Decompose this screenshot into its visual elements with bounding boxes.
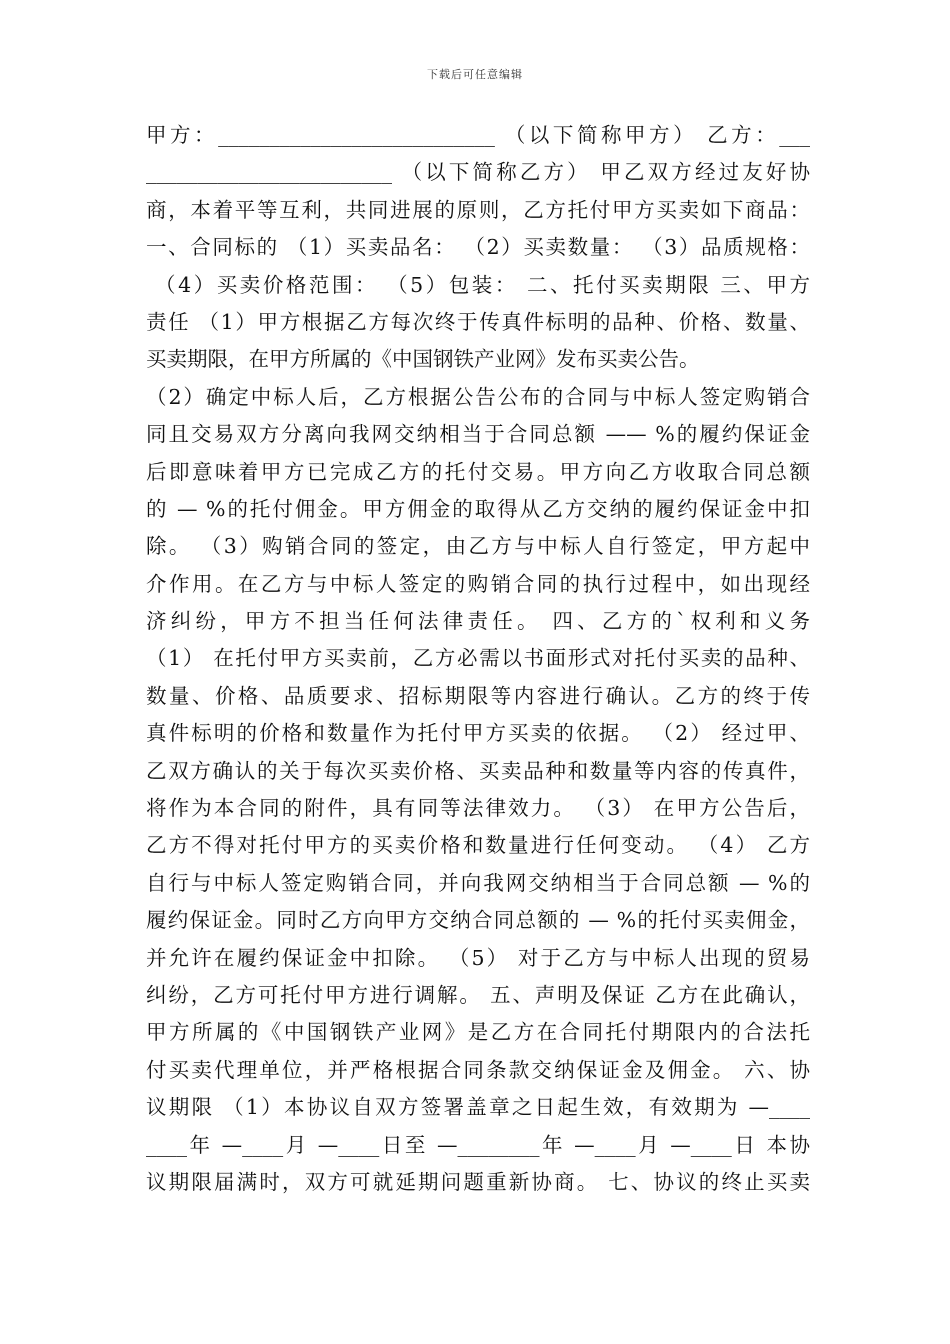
text-line: 责任 （1）甲方根据乙方每次终于传真件标明的品种、价格、数量、 [146, 309, 810, 334]
text-line: 并允许在履约保证金中扣除。 （5） 对于乙方与中标人出现的贸易 [146, 945, 810, 970]
text-line: 真件标明的价格和数量作为托付甲方买卖的依据。 （2） 经过甲、 [146, 721, 810, 746]
text-line: 乙双方确认的关于每次买卖价格、买卖品种和数量等内容的传真件， [146, 758, 810, 783]
text-line: 后即意味着甲方已完成乙方的托付交易。甲方向乙方收取合同总额 [146, 459, 810, 484]
text-line: （4）买卖价格范围： （5）包装： 二、托付买卖期限 三、甲方 [146, 272, 810, 297]
text-line: 议期限届满时，双方可就延期问题重新协商。 七、协议的终止买卖 [146, 1169, 810, 1194]
text-line: 将作为本合同的附件，具有同等法律效力。 （3） 在甲方公告后， [146, 796, 810, 821]
text-line: 介作用。在乙方与中标人签定的购销合同的执行过程中，如出现经 [146, 571, 810, 596]
contract-body-text [146, 117, 810, 1201]
text-line: 纠纷，乙方可托付甲方进行调解。 五、声明及保证 乙方在此确认， [146, 982, 810, 1007]
text-line: 商，本着平等互利，共同进展的原则，乙方托付甲方买卖如下商品： [146, 197, 810, 222]
text-line: 除。 （3）购销合同的签定，由乙方与中标人自行签定，甲方起中 [146, 534, 810, 559]
text-line: （2）确定中标人后，乙方根据公告公布的合同与中标人签定购销合 [146, 384, 810, 409]
text-line: 乙方不得对托付甲方的买卖价格和数量进行任何变动。 （4） 乙方 [146, 833, 810, 858]
text-line: 的 — %的托付佣金。甲方佣金的取得从乙方交纳的履约保证金中扣 [146, 496, 810, 521]
text-line: 数量、价格、品质要求、招标期限等内容进行确认。乙方的终于传 [146, 683, 810, 708]
text-line: 买卖期限，在甲方所属的《中国钢铁产业网》发布买卖公告。 [146, 347, 700, 372]
text-line: 议期限 （1）本协议自双方签署盖章之日起生效，有效期为 —____ [146, 1095, 810, 1120]
text-line: ________________________ （以下简称乙方） 甲乙双方经过友好协 [146, 160, 810, 185]
text-line: ____年 —____月 —____日至 —________年 —____月 —____日 本协 [146, 1132, 810, 1157]
text-line: 履约保证金。同时乙方向甲方交纳合同总额的 — %的托付买卖佣金， [146, 908, 810, 933]
text-line: 济纠纷，甲方不担当任何法律责任。 四、乙方的`权利和义务 [146, 609, 810, 634]
text-line: （1） 在托付甲方买卖前，乙方必需以书面形式对托付买卖的品种、 [146, 646, 810, 671]
text-line: 自行与中标人签定购销合同，并向我网交纳相当于合同总额 — %的 [146, 870, 810, 895]
text-line: 甲方所属的《中国钢铁产业网》是乙方在合同托付期限内的合法托 [146, 1020, 810, 1045]
text-line: 付买卖代理单位，并严格根据合同条款交纳保证金及佣金。 六、协 [146, 1057, 810, 1082]
text-line: 同且交易双方分离向我网交纳相当于合同总额 —— %的履约保证金 [146, 422, 810, 447]
text-line: 甲方：___________________________ （以下简称甲方） 乙方：___ [146, 123, 810, 147]
page-header-note: 下载后可任意编辑 [427, 68, 523, 81]
text-line: 一、合同标的 （1）买卖品名： （2）买卖数量： （3）品质规格： [146, 235, 810, 260]
